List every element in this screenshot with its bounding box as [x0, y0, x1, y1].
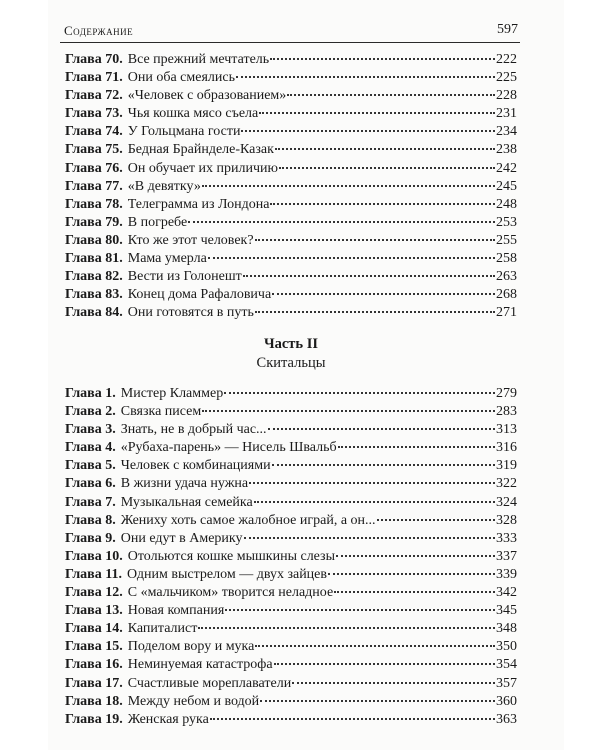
dot-leader [270, 203, 495, 205]
dot-leader [270, 58, 495, 60]
dot-leader [255, 239, 495, 241]
chapter-title: Конец дома Рафаловича [127, 287, 272, 303]
running-header [60, 22, 520, 43]
toc-entry [65, 638, 517, 656]
chapter-label: Глава 3. [65, 422, 116, 438]
toc-entry [65, 512, 517, 530]
part-title: Часть II [263, 336, 319, 352]
chapter-page-number: 245 [496, 178, 517, 194]
chapter-page-number: 342 [496, 585, 517, 601]
chapter-label: Глава 8. [65, 512, 116, 528]
chapter-title: Кто же этот человек? [127, 232, 254, 248]
chapter-title: Неминуемая катастрофа [127, 657, 273, 673]
dot-leader [287, 94, 495, 96]
toc-entry [65, 268, 517, 286]
toc-entry [65, 178, 517, 196]
chapter-page-number: 324 [496, 494, 517, 510]
toc-entry [65, 602, 517, 620]
chapter-page-number: 263 [496, 269, 517, 285]
dot-leader [292, 682, 495, 684]
toc-entry [65, 196, 517, 214]
toc-entry [65, 141, 517, 159]
toc-entry [65, 214, 517, 232]
dot-leader [225, 609, 495, 611]
chapter-page-number: 279 [496, 386, 517, 401]
toc-entry [65, 566, 517, 584]
dot-leader [198, 627, 495, 629]
chapter-title: Вести из Голонешт [127, 269, 242, 285]
chapter-title: Отольются кошке мышкины слезы [127, 548, 335, 564]
toc-entry [65, 675, 517, 693]
toc-part1-list [65, 51, 517, 322]
dot-leader [377, 519, 495, 521]
header-page-number: 597 [497, 22, 518, 37]
chapter-title: Они едут в Америку [120, 530, 243, 546]
chapter-label: Глава 6. [65, 476, 116, 492]
chapter-title: Знать, не в добрый час... [120, 422, 267, 438]
chapter-label: Глава 71. [65, 70, 123, 86]
part-subtitle: Скитальцы [256, 355, 326, 371]
chapter-title: Одним выстрелом — двух зайцев [126, 566, 327, 582]
chapter-page-number: 319 [496, 458, 517, 474]
dot-leader [268, 428, 495, 430]
chapter-label: Глава 13. [65, 603, 123, 619]
chapter-page-number: 339 [496, 566, 517, 582]
chapter-label: Глава 84. [65, 305, 123, 321]
chapter-label: Глава 12. [65, 585, 123, 601]
dot-leader [244, 537, 495, 539]
toc-entry [65, 250, 517, 268]
chapter-page-number: 222 [496, 52, 517, 67]
chapter-page-number: 348 [496, 621, 517, 637]
dot-leader [208, 257, 495, 259]
dot-leader [336, 555, 495, 557]
chapter-page-number: 258 [496, 251, 517, 267]
chapter-title: Мистер Кламмер [120, 386, 224, 401]
chapter-title: Чья кошка мясо съела [127, 106, 259, 122]
toc-entry [65, 160, 517, 178]
chapter-page-number: 357 [496, 675, 517, 691]
chapter-title: С «мальчиком» творится неладное [127, 585, 334, 601]
chapter-title: «В девятку» [127, 178, 201, 194]
chapter-page-number: 354 [496, 657, 517, 673]
toc-entry [65, 711, 517, 729]
chapter-label: Глава 72. [65, 88, 123, 104]
toc-entry [65, 123, 517, 141]
chapter-label: Глава 78. [65, 196, 123, 212]
chapter-label: Глава 81. [65, 251, 123, 267]
toc-entry [65, 232, 517, 250]
toc-entry [65, 385, 517, 403]
chapter-title: Бедная Брайнделе-Казак [127, 142, 274, 158]
toc-entry [65, 656, 517, 674]
dot-leader [259, 112, 495, 114]
chapter-title: Все прежний мечтатель [127, 52, 270, 67]
chapter-page-number: 231 [496, 106, 517, 122]
chapter-title: В жизни удача нужна [120, 476, 249, 492]
toc-entry [65, 105, 517, 123]
chapter-title: Поделом вору и мука [127, 639, 255, 655]
chapter-label: Глава 77. [65, 178, 123, 194]
chapter-title: Телеграмма из Лондона [127, 196, 270, 212]
chapter-label: Глава 14. [65, 621, 123, 637]
toc-entry [65, 584, 517, 602]
dot-leader [334, 591, 495, 593]
dot-leader [279, 167, 495, 169]
chapter-label: Глава 17. [65, 675, 123, 691]
chapter-label: Глава 83. [65, 287, 123, 303]
toc-entry [65, 620, 517, 638]
toc-entry [65, 530, 517, 548]
chapter-page-number: 225 [496, 70, 517, 86]
toc-entry [65, 457, 517, 475]
chapter-label: Глава 80. [65, 232, 123, 248]
header-title: Содержание [64, 23, 134, 38]
chapter-label: Глава 10. [65, 548, 123, 564]
chapter-label: Глава 70. [65, 52, 123, 67]
chapter-label: Глава 9. [65, 530, 116, 546]
toc-entry [65, 286, 517, 304]
chapter-title: В погребе [127, 214, 188, 230]
toc-entry [65, 51, 517, 69]
toc-part2-list [65, 385, 517, 729]
chapter-page-number: 238 [496, 142, 517, 158]
chapter-title: Музыкальная семейка [120, 494, 253, 510]
chapter-page-number: 248 [496, 196, 517, 212]
chapter-page-number: 322 [496, 476, 517, 492]
chapter-label: Глава 19. [65, 711, 123, 727]
toc-entry [65, 421, 517, 439]
chapter-title: «Человек с образованием» [127, 88, 287, 104]
chapter-label: Глава 74. [65, 124, 123, 140]
chapter-page-number: 253 [496, 214, 517, 230]
dot-leader [236, 76, 495, 78]
toc-entry [65, 475, 517, 493]
dot-leader [249, 482, 495, 484]
chapter-title: Жениху хоть самое жалобное играй, а он... [120, 512, 376, 528]
chapter-title: Новая компания [127, 603, 225, 619]
chapter-page-number: 360 [496, 693, 517, 709]
chapter-title: Счастливые мореплаватели [127, 675, 292, 691]
chapter-label: Глава 73. [65, 106, 123, 122]
chapter-page-number: 234 [496, 124, 517, 140]
toc-entry [65, 439, 517, 457]
chapter-title: Между небом и водой [127, 693, 260, 709]
chapter-label: Глава 4. [65, 440, 116, 456]
toc-entry [65, 87, 517, 105]
dot-leader [188, 221, 495, 223]
chapter-label: Глава 15. [65, 639, 123, 655]
dot-leader [275, 148, 495, 150]
chapter-page-number: 363 [496, 711, 517, 727]
chapter-page-number: 333 [496, 530, 517, 546]
dot-leader [274, 663, 495, 665]
chapter-page-number: 271 [496, 305, 517, 321]
chapter-page-number: 350 [496, 639, 517, 655]
chapter-page-number: 345 [496, 603, 517, 619]
chapter-page-number: 337 [496, 548, 517, 564]
chapter-label: Глава 76. [65, 160, 123, 176]
chapter-page-number: 242 [496, 160, 517, 176]
chapter-page-number: 316 [496, 440, 517, 456]
dot-leader [241, 130, 495, 132]
dot-leader [272, 464, 495, 466]
chapter-title: Они оба смеялись [127, 70, 235, 86]
chapter-title: Они готовятся в путь [127, 305, 254, 321]
chapter-title: Мама умерла [127, 251, 207, 267]
chapter-label: Глава 7. [65, 494, 116, 510]
chapter-page-number: 268 [496, 287, 517, 303]
chapter-label: Глава 79. [65, 214, 123, 230]
dot-leader [202, 410, 495, 412]
chapter-page-number: 328 [496, 512, 517, 528]
chapter-label: Глава 16. [65, 657, 123, 673]
dot-leader [272, 293, 495, 295]
chapter-page-number: 283 [496, 404, 517, 420]
dot-leader [202, 185, 495, 187]
dot-leader [255, 311, 495, 313]
chapter-page-number: 228 [496, 88, 517, 104]
toc-entry [65, 69, 517, 87]
dot-leader [254, 501, 495, 503]
toc-entry [65, 494, 517, 512]
chapter-title: «Рубаха-парень» — Нисель Швальб [120, 440, 337, 456]
chapter-title: У Гольцмана гости [127, 124, 241, 140]
chapter-label: Глава 18. [65, 693, 123, 709]
chapter-label: Глава 2. [65, 404, 116, 420]
chapter-label: Глава 82. [65, 269, 123, 285]
toc-entry [65, 304, 517, 322]
dot-leader [338, 446, 495, 448]
dot-leader [243, 275, 495, 277]
dot-leader [260, 700, 495, 702]
toc-entry [65, 403, 517, 421]
chapter-title: Связка писем [120, 404, 202, 420]
chapter-label: Глава 5. [65, 458, 116, 474]
chapter-title: Женская рука [127, 711, 209, 727]
toc-entry [65, 693, 517, 711]
chapter-label: Глава 75. [65, 142, 123, 158]
dot-leader [328, 573, 495, 575]
toc-entry [65, 548, 517, 566]
chapter-label: Глава 11. [65, 566, 122, 582]
chapter-title: Капиталист [127, 621, 198, 637]
chapter-title: Он обучает их приличию [127, 160, 278, 176]
chapter-page-number: 313 [496, 422, 517, 438]
chapter-page-number: 255 [496, 232, 517, 248]
dot-leader [210, 718, 495, 720]
chapter-label: Глава 1. [65, 386, 116, 401]
dot-leader [224, 392, 495, 394]
chapter-title: Человек с комбинациями [120, 458, 271, 474]
dot-leader [255, 645, 495, 647]
